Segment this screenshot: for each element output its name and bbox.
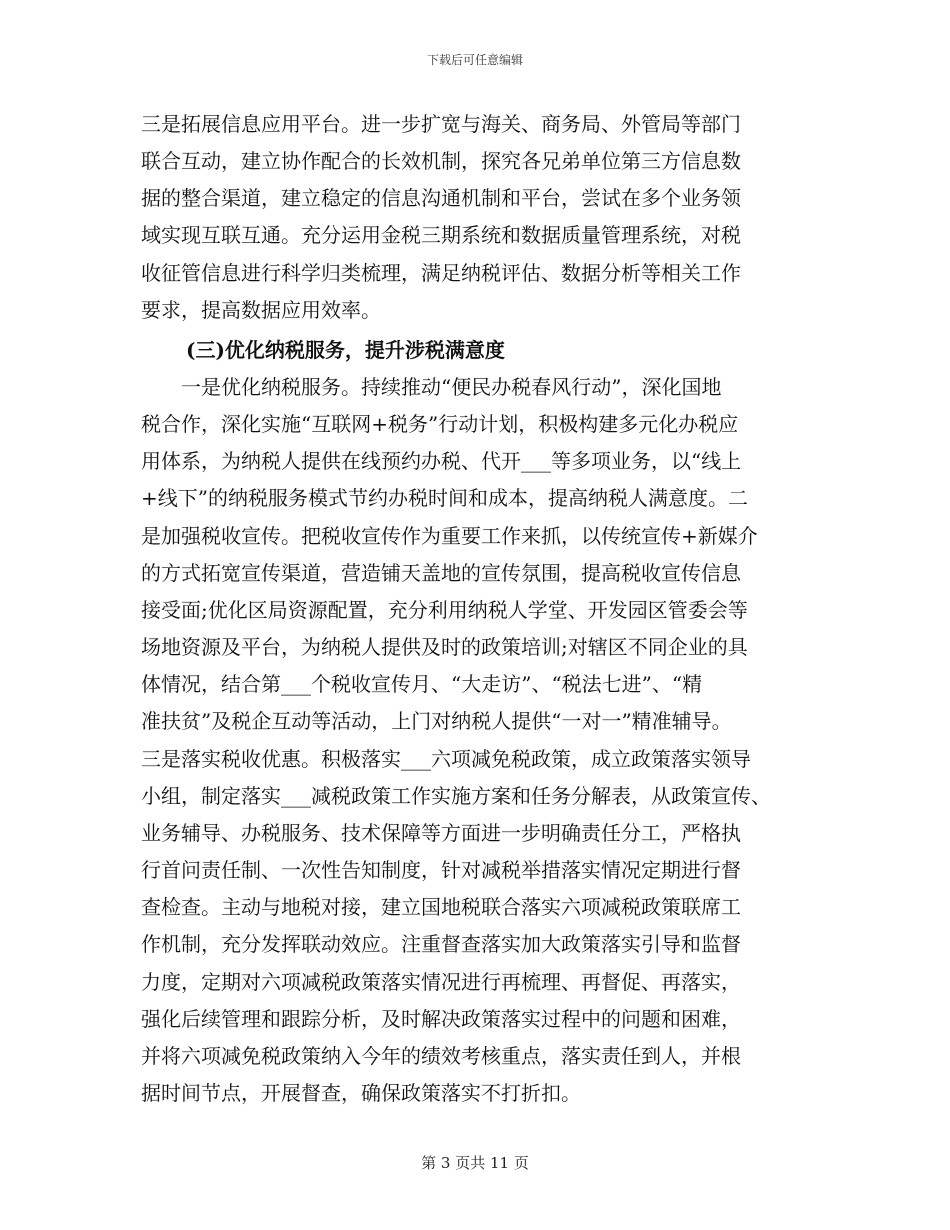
body-line: 小组，制定落实___减税政策工作实施方案和任务分解表，从政策宣传、 [141,784,771,808]
body-line: 三是拓展信息应用平台。进一步扩宽与海关、商务局、外管局等部门 [141,112,741,136]
body-line: 收征管信息进行科学归类梳理，满足纳税评估、数据分析等相关工作 [141,261,741,285]
body-line: 的方式拓宽宣传渠道，营造铺天盖地的宣传氛围，提高税收宣传信息 [141,561,741,585]
body-line: 用体系，为纳税人提供在线预约办税、代开___等多项业务，以“线上 [141,449,742,473]
section-heading: (三)优化纳税服务，提升涉税满意度 [186,338,505,362]
body-line: 准扶贫”及税企互动等活动，上门对纳税人提供“一对一”精准辅导。 [141,709,732,733]
body-line: 并将六项减免税政策纳入今年的绩效考核重点，落实责任到人，并根 [141,1044,741,1068]
body-line: 业务辅导、办税服务、技术保障等方面进一步明确责任分工，严格执 [141,821,741,845]
body-line: 接受面;优化区局资源配置，充分利用纳税人学堂、开发园区管委会等 [141,598,748,622]
body-line: 税合作，深化实施“互联网+税务”行动计划，积极构建多元化办税应 [141,412,739,436]
body-line: 场地资源及平台，为纳税人提供及时的政策培训;对辖区不同企业的具 [141,635,748,659]
body-line: 据时间节点，开展督查，确保政策落实不打折扣。 [141,1081,581,1105]
body-line: 要求，提高数据应用效率。 [141,298,381,322]
body-line: 行首问责任制、一次性告知制度，针对减税举措落实情况定期进行督 [141,858,741,882]
body-line: 是加强税收宣传。把税收宣传作为重要工作来抓，以传统宣传+新媒介 [141,524,758,548]
body-line: 查检查。主动与地税对接，建立国地税联合落实六项减税政策联席工 [141,895,741,919]
body-line: 体情况，结合第___个税收宣传月、“大走访”、“税法七进”、“精 [141,672,703,696]
body-line: +线下”的纳税服务模式节约办税时间和成本，提高纳税人满意度。二 [141,486,748,510]
body-line: 作机制，充分发挥联动效应。注重督查落实加大政策落实引导和监督 [141,932,741,956]
body-line: 力度，定期对六项减税政策落实情况进行再梳理、再督促、再落实， [141,970,741,994]
body-line: 据的整合渠道，建立稳定的信息沟通机制和平台，尝试在多个业务领 [141,186,741,210]
body-line: 一是优化纳税服务。持续推动“便民办税春风行动”，深化国地 [181,375,722,399]
body-line: 联合互动，建立协作配合的长效机制，探究各兄弟单位第三方信息数 [141,149,741,173]
body-line: 强化后续管理和跟踪分析，及时解决政策落实过程中的问题和困难， [141,1007,741,1031]
page-header: 下载后可任意编辑 [426,53,523,67]
body-line: 域实现互联互通。充分运用金税三期系统和数据质量管理系统，对税 [141,223,741,247]
body-line: 三是落实税收优惠。积极落实___六项减免税政策，成立政策落实领导 [141,747,751,771]
page-number: 第 3 页共 11 页 [421,1154,529,1172]
